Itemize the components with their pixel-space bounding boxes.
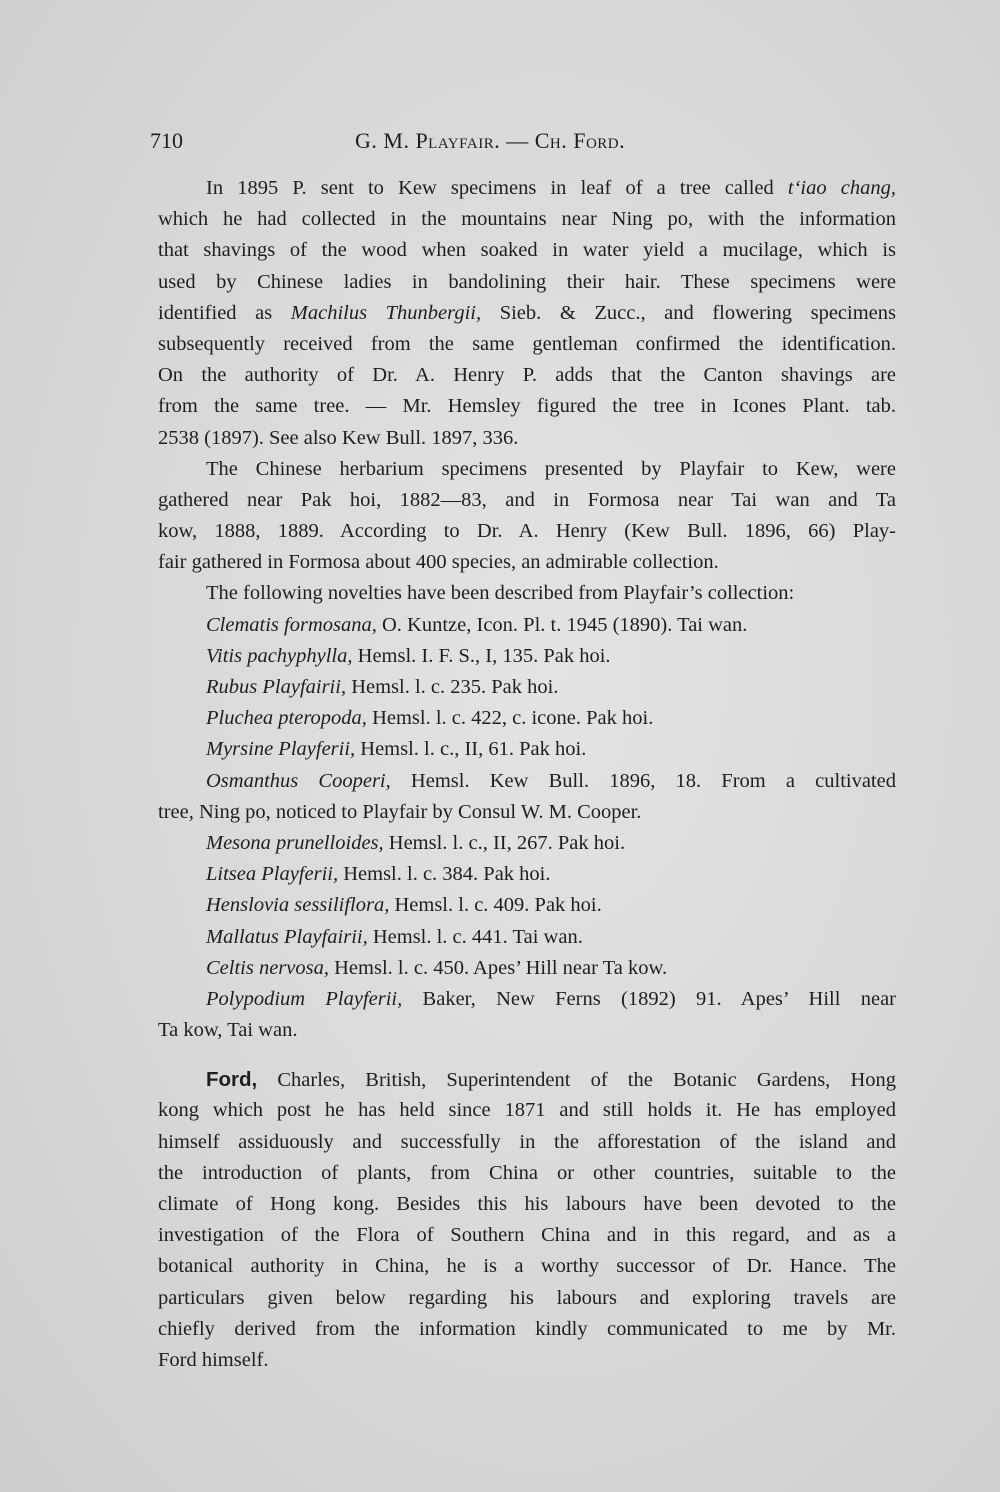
list-item: Osmanthus Cooperi, Hemsl. Kew Bull. 1896, 18. From a cultivated — [206, 769, 896, 792]
entry-name: Ford, — [206, 1068, 258, 1092]
list-item: Rubus Playfairii, Hemsl. l. c. 235. Pak hoi. — [206, 676, 559, 698]
body-text — [158, 173, 896, 1376]
paragraph-line: gathered near Pak hoi, 1882—83, and in Formosa near Tai wan and Ta — [158, 488, 896, 511]
paragraph-line: particulars given below regarding his labours and exploring travels are — [158, 1286, 896, 1309]
page-number: 710 — [150, 128, 183, 153]
running-head: G. M. Playfair. — Ch. Ford. — [355, 128, 626, 153]
list-item: Clematis formosana, O. Kuntze, Icon. Pl. t. 1945 (1890). Tai wan. — [206, 613, 748, 636]
paragraph-line: that shavings of the wood when soaked in water yield a mucilage, which is — [158, 239, 896, 262]
list-item: Myrsine Playferii, Hemsl. l. c., II, 61. Pak hoi. — [206, 738, 587, 761]
paragraph-line: In 1895 P. sent to Kew specimens in leaf of a tree called t‘iao chang, — [206, 177, 896, 199]
list-item: Polypodium Playferii, Baker, New Ferns (1892) 91. Apes’ Hill near — [206, 987, 896, 1010]
paragraph-line: himself assiduously and successfully in the afforestation of the island and — [158, 1130, 896, 1153]
list-item: Henslovia sessiliflora, Hemsl. l. c. 409. Pak hoi. — [206, 894, 602, 917]
list-item: Mesona prunelloides, Hemsl. l. c., II, 267. Pak hoi. — [206, 831, 626, 854]
paragraph-line: kong which post he has held since 1871 and still holds it. He has employed — [158, 1099, 896, 1122]
paragraph-line: 2538 (1897). See also Kew Bull. 1897, 336. — [158, 426, 519, 449]
section-gap — [158, 1046, 896, 1064]
paragraph-line: The Chinese herbarium specimens presented by Playfair to Kew, were — [206, 457, 896, 480]
list-intro: The following novelties have been described from Playfair’s collection: — [206, 582, 795, 605]
paragraph-line: On the authority of Dr. A. Henry P. adds that the Canton shavings are — [158, 364, 896, 387]
paragraph-line: kow, 1888, 1889. According to Dr. A. Henry (Kew Bull. 1896, 66) Play- — [158, 520, 896, 543]
paragraph-line: Ford himself. — [158, 1348, 269, 1371]
paragraph-line: botanical authority in China, he is a worthy successor of Dr. Hance. The — [158, 1255, 896, 1278]
list-item: Pluchea pteropoda, Hemsl. l. c. 422, c. icone. Pak hoi. — [206, 707, 654, 730]
list-item: Litsea Playferii, Hemsl. l. c. 384. Pak hoi. — [206, 863, 551, 886]
paragraph-line: fair gathered in Formosa about 400 species, an admirable collection. — [158, 551, 719, 574]
list-item-continuation: tree, Ning po, noticed to Playfair by Consul W. M. Cooper. — [158, 800, 642, 823]
page-header — [150, 128, 890, 160]
paragraph-line: subsequently received from the same gentleman confirmed the identification. — [158, 332, 896, 355]
paragraph-line: investigation of the Flora of Southern China and in this regard, and as a — [158, 1224, 896, 1247]
list-item: Vitis pachyphylla, Hemsl. I. F. S., I, 135. Pak hoi. — [206, 644, 611, 667]
paragraph-line: used by Chinese ladies in bandolining their hair. These specimens were — [158, 270, 896, 293]
paragraph-line: which he had collected in the mountains near Ning po, with the information — [158, 208, 896, 231]
paragraph-line: chiefly derived from the information kindly communicated to me by Mr. — [158, 1317, 896, 1340]
paragraph-line: from the same tree. — Mr. Hemsley figured the tree in Icones Plant. tab. — [158, 395, 896, 418]
paragraph-line: the introduction of plants, from China or other countries, suitable to the — [158, 1161, 896, 1184]
paragraph-line: identified as Machilus Thunbergii, Sieb. & Zucc., and flowering specimens — [158, 301, 896, 324]
list-item-continuation: Ta kow, Tai wan. — [158, 1019, 298, 1042]
list-item: Celtis nervosa, Hemsl. l. c. 450. Apes’ Hill near Ta kow. — [206, 956, 668, 979]
paragraph-line: climate of Hong kong. Besides this his labours have been devoted to the — [158, 1193, 896, 1215]
ford-entry-first-line: Ford, Charles, British, Superintendent of the Botanic Gardens, Hong — [206, 1068, 896, 1092]
list-item: Mallatus Playfairii, Hemsl. l. c. 441. Tai wan. — [206, 925, 583, 948]
